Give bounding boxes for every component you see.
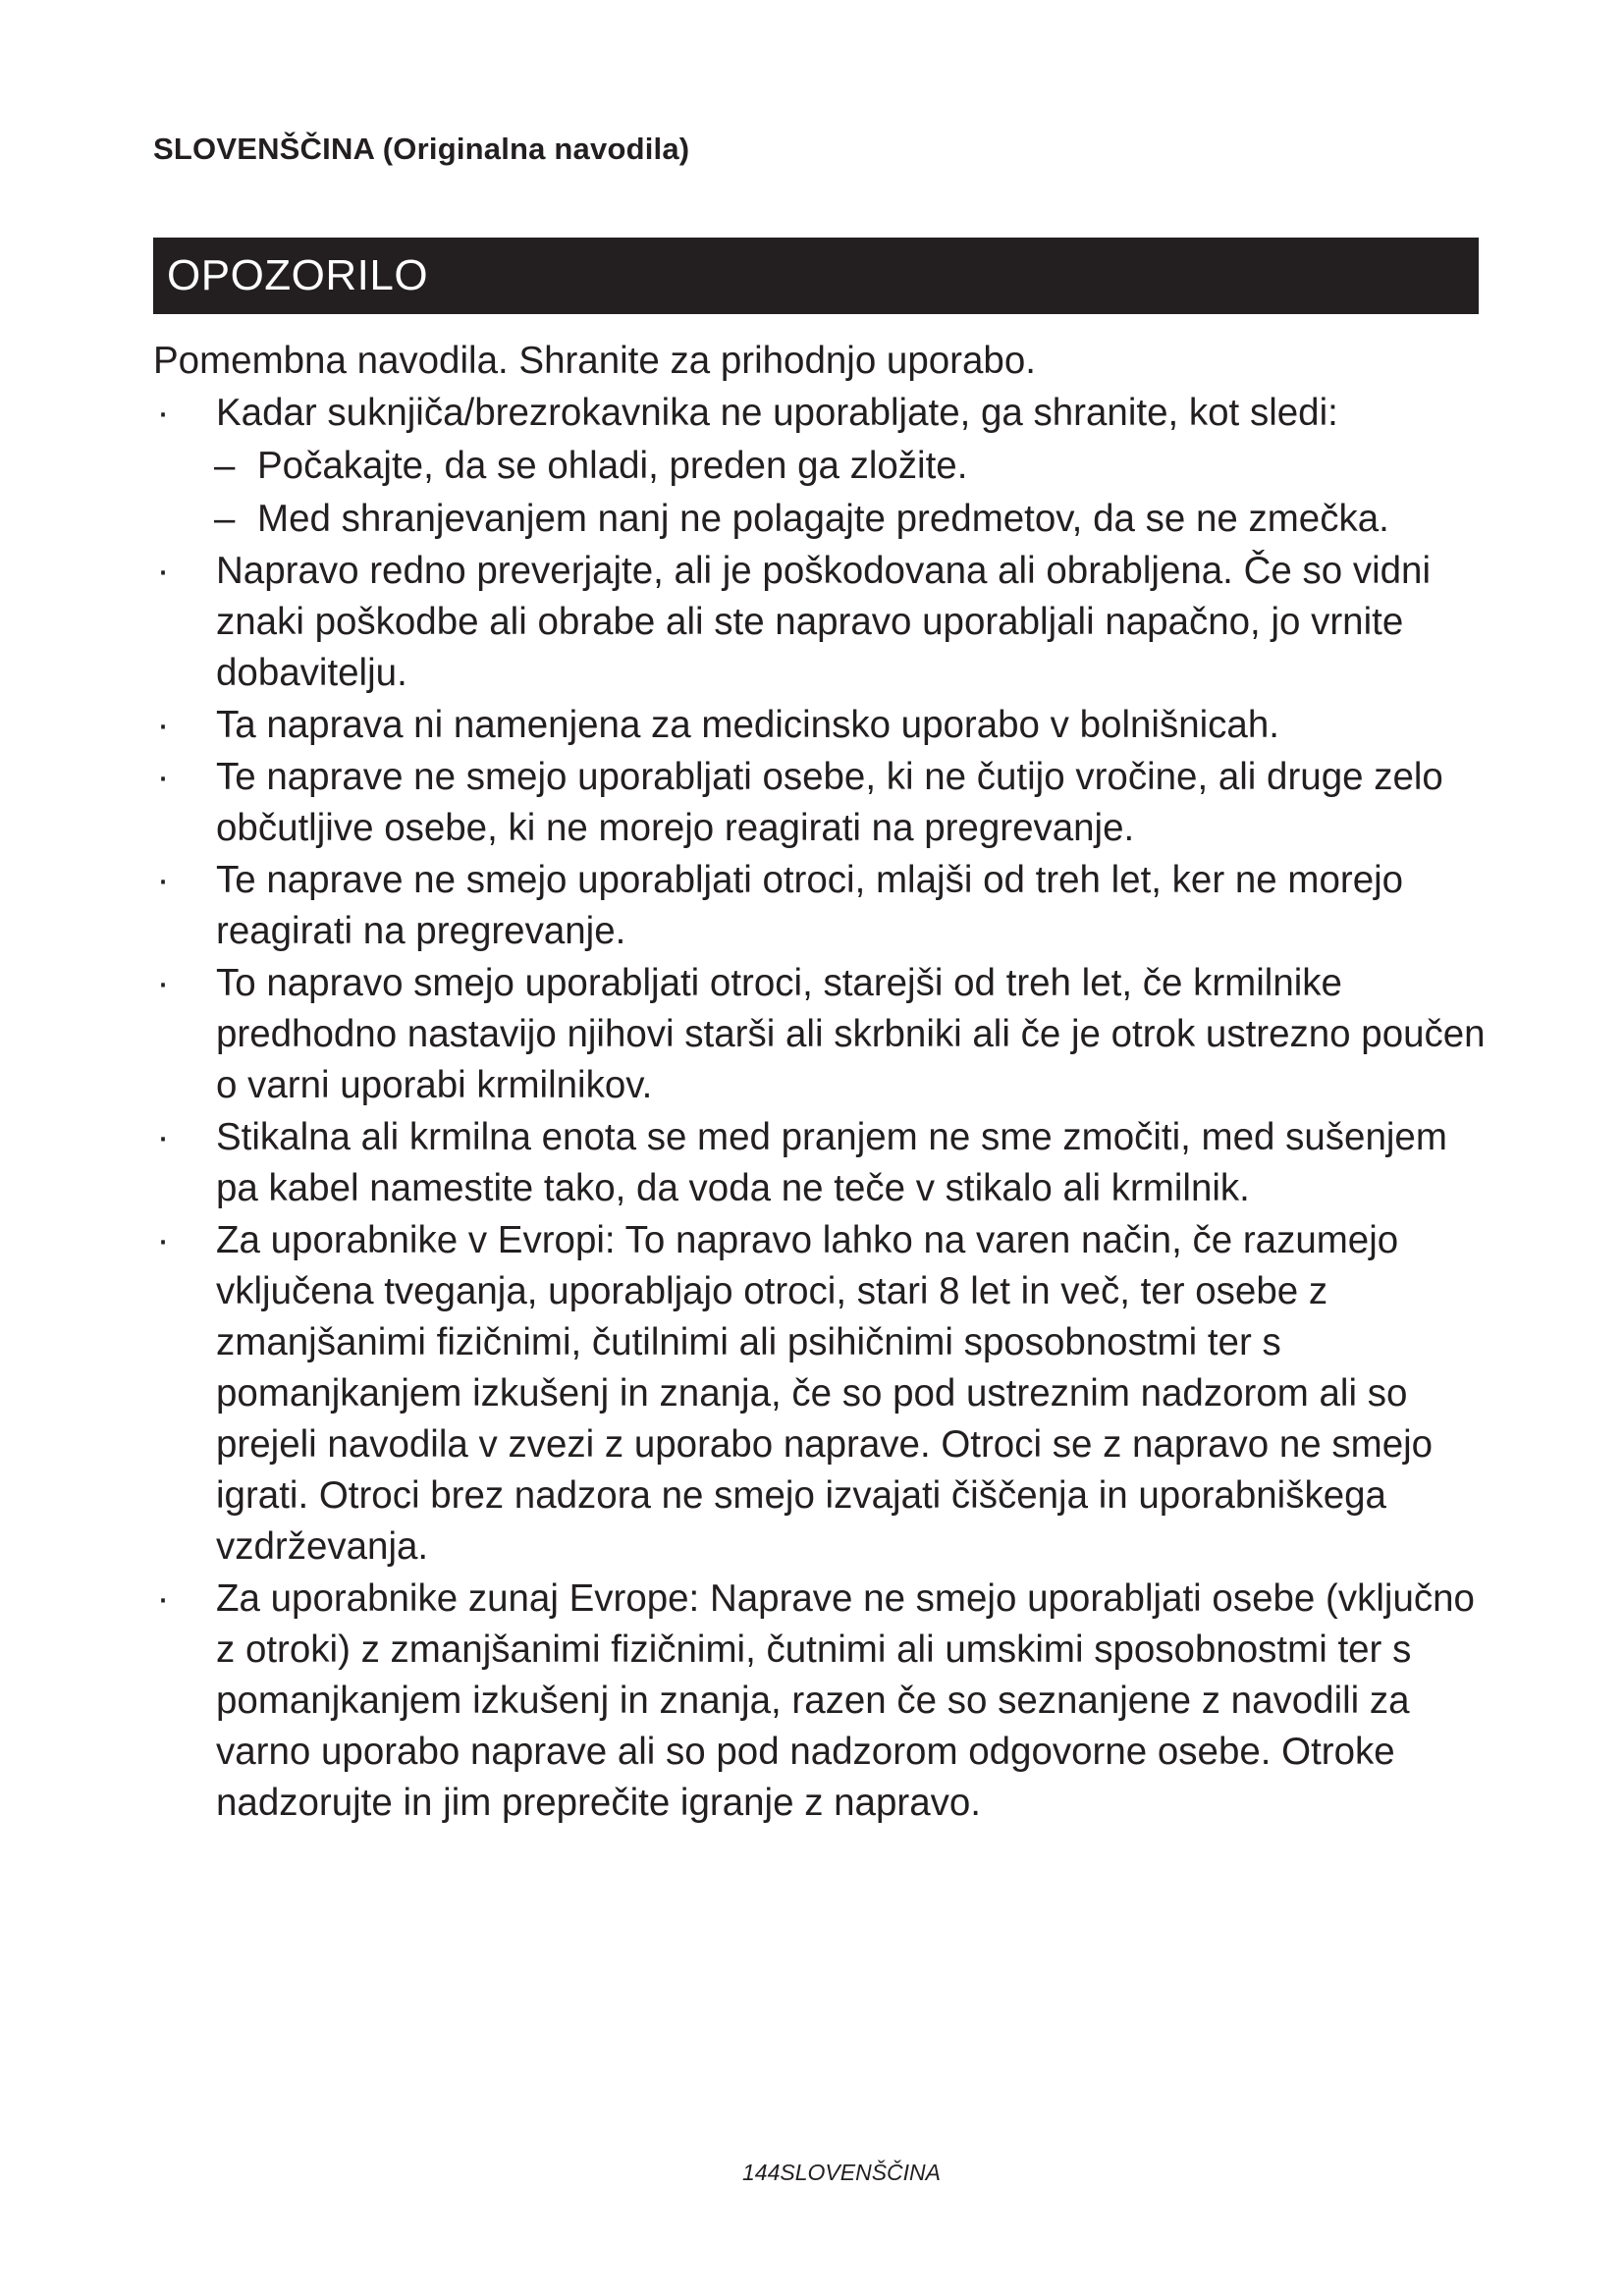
bullet-icon: ·: [156, 1577, 170, 1620]
sub-list-item-text: Med shranjevanjem nanj ne polagajte predmetov, da se ne zmečka.: [257, 498, 1389, 540]
list-item-text: Za uporabnike zunaj Evrope: Naprave ne smejo uporabljati osebe (vključno z otroki) z zmanjšanimi fizičnimi, čutnimi ali umskimi sposobnostmi ter s pomanjkanjem izkušenj in znanja, razen če so seznanjene z navodili za varno uporabo naprave ali so pod nadzorom odgovorne osebe. Otroke nadzorujte in jim preprečite igranje z napravo.: [216, 1577, 1475, 1824]
dash-icon: –: [214, 445, 236, 487]
list-item: [153, 388, 1489, 545]
language-heading: SLOVENŠČINA (Originalna navodila): [153, 132, 690, 166]
intro-text: Pomembna navodila. Shranite za prihodnjo uporabo.: [153, 340, 1036, 382]
warning-title: OPOZORILO: [167, 251, 429, 299]
bullet-icon: ·: [156, 704, 170, 746]
bullet-icon: ·: [156, 1219, 170, 1261]
list-item: [153, 958, 1489, 1111]
list-item: [153, 700, 1489, 751]
sub-list-item: [153, 441, 1489, 492]
bullet-icon: ·: [156, 392, 170, 434]
list-item-text: Stikalna ali krmilna enota se med pranjem ne sme zmočiti, med sušenjem pa kabel namestite tako, da voda ne teče v stikalo ali krmilnik.: [216, 1116, 1447, 1209]
bullet-icon: ·: [156, 962, 170, 1004]
list-item: [153, 1112, 1489, 1214]
dash-icon: –: [214, 498, 236, 540]
list-item: [153, 1574, 1489, 1829]
list-item: [153, 855, 1489, 957]
list-item-text: Napravo redno preverjajte, ali je poškodovana ali obrabljena. Če so vidni znaki poškodbe ali obrabe ali ste napravo uporabljali napačno, jo vrnite dobavitelju.: [216, 550, 1432, 694]
list-item-text: To napravo smejo uporabljati otroci, starejši od treh let, če krmilnike predhodno nastavijo njihovi starši ali skrbniki ali če je otrok ustrezno poučen o varni uporabi krmilnikov.: [216, 962, 1486, 1106]
list-item-text: Ta naprava ni namenjena za medicinsko uporabo v bolnišnicah.: [216, 704, 1279, 746]
list-item-text: Te naprave ne smejo uporabljati otroci, mlajši od treh let, ker ne morejo reagirati na pregrevanje.: [216, 859, 1404, 952]
bullet-icon: ·: [156, 756, 170, 798]
bullet-icon: ·: [156, 550, 170, 592]
sub-list-item: [153, 494, 1489, 545]
sub-list-item-text: Počakajte, da se ohladi, preden ga zložite.: [257, 445, 968, 487]
bullet-icon: ·: [156, 859, 170, 901]
list-item-text: Za uporabnike v Evropi: To napravo lahko na varen način, če razumejo vključena tveganja, uporabljajo otroci, stari 8 let in več, ter osebe z zmanjšanimi fizičnimi, čutilnimi ali psihičnimi sposobnostmi ter s pomanjkanjem izkušenj in znanja, če so pod ustreznim nadzorom ali so prejeli navodila v zvezi z uporabo naprave. Otroci se z napravo ne smejo igrati. Otroci brez nadzora ne smejo izvajati čiščenja in uporabniškega vzdrževanja.: [216, 1219, 1434, 1568]
list-item-text: Te naprave ne smejo uporabljati osebe, ki ne čutijo vročine, ali druge zelo občutljive osebe, ki ne morejo reagirati na pregrevanje.: [216, 756, 1443, 849]
list-item: [153, 1215, 1489, 1573]
instructions-body: [153, 336, 1489, 1830]
page-footer: 144SLOVENŠČINA: [742, 2160, 941, 2185]
warning-banner: [153, 238, 1479, 314]
list-item-text: Kadar suknjiča/brezrokavnika ne uporabljate, ga shranite, kot sledi:: [216, 392, 1338, 434]
list-item: [153, 546, 1489, 699]
bullet-icon: ·: [156, 1116, 170, 1158]
list-item: [153, 752, 1489, 854]
